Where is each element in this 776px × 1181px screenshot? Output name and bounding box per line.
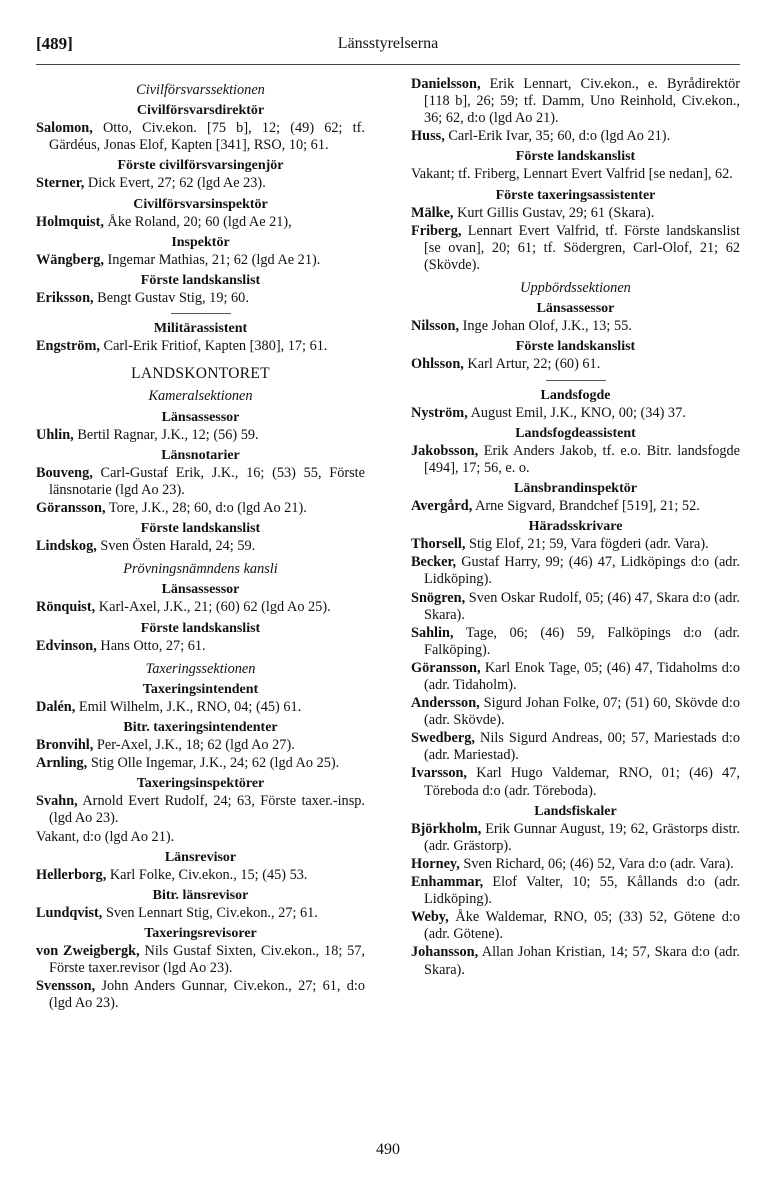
position-title: Civilförsvarsinspektör	[133, 196, 268, 212]
position-title: Förste taxeringsassistenter	[495, 187, 656, 203]
position-title: Häradsskrivare	[528, 519, 623, 535]
entry-surname: Bronvihl,	[36, 737, 94, 754]
directory-entry	[36, 978, 365, 1012]
directory-entry	[36, 943, 365, 977]
entry-surname: Dalén,	[36, 698, 76, 715]
directory-entry	[36, 214, 365, 231]
directory-entry	[36, 252, 365, 269]
position-title: Förste landskanslist	[140, 521, 261, 537]
right-column	[411, 76, 740, 980]
office-heading: LANDSKONTORET	[131, 365, 270, 383]
entry-details: Per-Axel, J.K., 18; 62 (lgd Ao 27).	[93, 737, 295, 754]
directory-entry	[36, 427, 365, 444]
directory-entry	[411, 536, 740, 553]
directory-entry	[411, 695, 740, 729]
directory-entry	[411, 205, 740, 222]
left-column	[36, 76, 365, 1014]
entry-surname: Ohlsson,	[411, 356, 464, 373]
entry-details: Emil Wilhelm, J.K., RNO, 04; (45) 61.	[75, 698, 302, 715]
entry-surname: Björkholm,	[411, 820, 482, 837]
directory-entry	[411, 318, 740, 335]
directory-entry	[36, 338, 365, 355]
directory-entry	[411, 944, 740, 978]
entry-surname: Göransson,	[411, 659, 481, 676]
entry-details: Sven Richard, 06; (46) 52, Vara d:o (adr. Vara).	[459, 855, 734, 872]
entry-surname: Rönquist,	[36, 599, 96, 616]
entry-surname: Nyström,	[411, 404, 468, 421]
entry-surname: Snögren,	[411, 589, 466, 606]
entry-details: Nils Gustaf Sixten, Civ.ekon., 18; 57, Förste taxer.revisor (lgd Ao 23).	[49, 943, 365, 977]
entry-details: Ingemar Mathias, 21; 62 (lgd Ae 21).	[103, 251, 321, 268]
directory-entry	[411, 76, 740, 127]
position-title: Bitr. länsrevisor	[152, 887, 249, 903]
position-title: Länsassessor	[161, 582, 240, 598]
section-heading: Kameralsektionen	[148, 388, 253, 405]
entry-details: Allan Johan Kristian, 14; 57, Skara d:o (adr. Skara).	[424, 944, 740, 978]
entry-details: Nils Sigurd Andreas, 00; 57, Mariestads d:o (adr. Mariestad).	[424, 730, 740, 764]
entry-details: Erik Anders Jakob, tf. e.o. Bitr. landsfogde [494], 17; 56, e. o.	[424, 442, 740, 476]
entry-surname: Andersson,	[411, 695, 480, 712]
entry-surname: Lindskog,	[36, 538, 97, 555]
position-title: Länsrevisor	[164, 849, 237, 865]
entry-surname: Holmquist,	[36, 213, 104, 230]
entry-details: Elof Valter, 10; 55, Kållands d:o (adr. Lidköping).	[424, 874, 740, 908]
entry-details: Stig Elof, 21; 59, Vara fögderi (adr. Vara).	[465, 536, 709, 553]
position-title: Länsassessor	[161, 409, 240, 425]
directory-entry	[36, 638, 365, 655]
entry-details: Vakant; tf. Friberg, Lennart Evert Valfrid [se nedan], 62.	[411, 166, 733, 183]
entry-details: Stig Olle Ingemar, J.K., 24; 62 (lgd Ao 25).	[87, 755, 340, 772]
separator-rule	[546, 380, 606, 381]
directory-entry	[411, 443, 740, 477]
directory-entry	[411, 554, 740, 588]
entry-details: Åke Waldemar, RNO, 05; (33) 52, Götene d:o (adr. Götene).	[424, 909, 740, 943]
entry-surname: Nilsson,	[411, 318, 460, 335]
entry-details: Erik Gunnar August, 19; 62, Grästorps distr. (adr. Grästorp).	[424, 820, 740, 854]
entry-surname: Lundqvist,	[36, 904, 103, 921]
directory-entry	[36, 290, 365, 307]
entry-details: John Anders Gunnar, Civ.ekon., 27; 61, d:o (lgd Ao 23).	[49, 978, 365, 1012]
entry-details: Tage, 06; (46) 59, Falköpings d:o (adr. Falköping).	[424, 624, 740, 658]
directory-entry	[36, 538, 365, 555]
position-title: Länsbrandinspektör	[514, 480, 637, 496]
entry-details: August Emil, J.K., KNO, 00; (34) 37.	[467, 404, 686, 421]
entry-surname: von Zweigbergk,	[36, 943, 140, 960]
entry-details: Åke Roland, 20; 60 (lgd Ae 21),	[103, 213, 292, 230]
entry-surname: Wängberg,	[36, 251, 104, 268]
directory-entry	[411, 625, 740, 659]
position-title: Förste landskanslist	[515, 339, 636, 355]
directory-entry	[36, 793, 365, 827]
entry-details: Hans Otto, 27; 61.	[96, 637, 206, 654]
entry-surname: Johansson,	[411, 944, 479, 961]
entry-surname: Engström,	[36, 338, 100, 355]
entry-details: Bengt Gustav Stig, 19; 60.	[93, 290, 249, 307]
position-title: Taxeringsrevisorer	[144, 926, 257, 942]
page-title: Länsstyrelserna	[337, 35, 439, 52]
position-title: Taxeringsinspektörer	[136, 776, 265, 792]
directory-entry	[411, 223, 740, 274]
entry-surname: Arnling,	[36, 755, 88, 772]
entry-surname: Svensson,	[36, 978, 96, 995]
directory-entry	[36, 599, 365, 616]
page-header	[36, 34, 740, 60]
entry-surname: Sahlin,	[411, 624, 454, 641]
directory-entry	[36, 175, 365, 192]
entry-surname: Uhlin,	[36, 426, 74, 443]
directory-entry	[36, 867, 365, 884]
directory-entry	[411, 856, 740, 873]
directory-entry	[411, 166, 740, 183]
entry-details: Dick Evert, 27; 62 (lgd Ae 23).	[84, 175, 266, 192]
position-title: Förste landskanslist	[140, 620, 261, 636]
directory-entry	[36, 500, 365, 517]
section-heading: Civilförsvarssektionen	[136, 82, 265, 98]
page-bracket-number: [489]	[36, 34, 73, 53]
position-title: Förste landskanslist	[515, 149, 636, 165]
entry-details: Tore, J.K., 28; 60, d:o (lgd Ao 21).	[105, 499, 307, 516]
position-title: Inspektör	[171, 234, 230, 250]
entry-surname: Jakobsson,	[411, 442, 479, 459]
entry-surname: Swedberg,	[411, 730, 475, 747]
entry-details: Karl Enok Tage, 05; (46) 47, Tidaholms d:o (adr. Tidaholm).	[424, 659, 740, 693]
entry-surname: Bouveng,	[36, 464, 93, 481]
position-title: Militärassistent	[153, 321, 248, 337]
entry-details: Carl-Gustaf Erik, J.K., 16; (53) 55, Förste länsnotarie (lgd Ao 23).	[49, 464, 365, 498]
entry-surname: Avergård,	[411, 498, 473, 515]
entry-surname: Mälke,	[411, 204, 454, 221]
position-title: Taxeringsintendent	[142, 681, 259, 697]
entry-details: Inge Johan Olof, J.K., 13; 55.	[459, 318, 632, 335]
entry-details: Lennart Evert Valfrid, tf. Förste landskanslist [se ovan], 20; 61; tf. Södergren, Carl-Olof, 21; 62 (Skövde).	[424, 222, 740, 273]
entry-details: Karl Hugo Valdemar, RNO, 01; (46) 47, Töreboda d:o (adr. Töreboda).	[424, 765, 740, 799]
entry-details: Bertil Ragnar, J.K., 12; (56) 59.	[73, 426, 259, 443]
entry-details: Carl-Erik Fritiof, Kapten [380], 17; 61.	[99, 338, 328, 355]
entry-surname: Enhammar,	[411, 874, 484, 891]
position-title: Länsassessor	[536, 301, 615, 317]
directory-entry	[411, 356, 740, 373]
directory-entry	[36, 755, 365, 772]
entry-surname: Ivarsson,	[411, 765, 468, 782]
entry-details: Arne Sigvard, Brandchef [519], 21; 52.	[472, 498, 700, 515]
entry-surname: Thorsell,	[411, 536, 466, 553]
entry-surname: Eriksson,	[36, 290, 94, 307]
entry-surname: Friberg,	[411, 222, 462, 239]
directory-entry	[411, 128, 740, 145]
position-title: Landsfogdeassistent	[515, 425, 636, 441]
directory-entry	[411, 405, 740, 422]
header-rule	[36, 64, 740, 65]
directory-entry	[36, 905, 365, 922]
directory-entry	[411, 909, 740, 943]
position-title: Landsfiskaler	[534, 803, 617, 819]
directory-entry	[36, 465, 365, 499]
entry-surname: Göransson,	[36, 499, 106, 516]
entry-details: Sigurd Johan Folke, 07; (51) 60, Skövde d:o (adr. Skövde).	[424, 695, 740, 729]
entry-surname: Svahn,	[36, 793, 78, 810]
entry-surname: Danielsson,	[411, 76, 481, 92]
entry-details: Carl-Erik Ivar, 35; 60, d:o (lgd Ao 21).	[444, 128, 671, 145]
section-heading: Taxeringssektionen	[145, 660, 256, 677]
entry-surname: Edvinson,	[36, 637, 97, 654]
directory-entry	[36, 120, 365, 154]
entry-details: Kurt Gillis Gustav, 29; 61 (Skara).	[453, 204, 655, 221]
position-title: Förste civilförsvarsingenjör	[117, 158, 284, 174]
entry-details: Sven Lennart Stig, Civ.ekon., 27; 61.	[102, 904, 318, 921]
directory-entry	[411, 874, 740, 908]
entry-details: Gustaf Harry, 99; (46) 47, Lidköpings d:o (adr. Lidköping).	[424, 554, 740, 588]
directory-entry	[411, 765, 740, 799]
entry-surname: Becker,	[411, 554, 457, 571]
directory-entry	[36, 737, 365, 754]
entry-details: Sven Östen Harald, 24; 59.	[96, 538, 256, 555]
entry-details: Sven Oskar Rudolf, 05; (46) 47, Skara d:o (adr. Skara).	[424, 589, 740, 623]
entry-surname: Weby,	[411, 909, 449, 926]
position-title: Civilförsvarsdirektör	[136, 103, 265, 119]
entry-details: Vakant, d:o (lgd Ao 21).	[36, 828, 175, 845]
position-title: Bitr. taxeringsintendenter	[123, 720, 278, 735]
directory-entry	[411, 730, 740, 764]
directory-entry	[411, 821, 740, 855]
entry-details: Karl-Axel, J.K., 21; (60) 62 (lgd Ao 25).	[95, 599, 331, 616]
directory-entry	[411, 498, 740, 515]
entry-details: Otto, Civ.ekon. [75 b], 12; (49) 62; tf. Gärdéus, Jonas Elof, Kapten [341], RSO, 10; 61.	[49, 120, 365, 154]
directory-entry	[411, 590, 740, 624]
page-footer-number: 490	[376, 1141, 400, 1158]
entry-details: Karl Artur, 22; (60) 61.	[463, 356, 601, 373]
directory-entry	[411, 660, 740, 694]
section-heading: Uppbördssektionen	[520, 280, 631, 297]
entry-details: Arnold Evert Rudolf, 24; 63, Förste taxer.-insp. (lgd Ao 23).	[49, 793, 365, 827]
section-heading: Prövningsnämndens kansli	[123, 561, 278, 578]
entry-surname: Horney,	[411, 855, 460, 872]
position-title: Förste landskanslist	[140, 272, 261, 288]
entry-surname: Salomon,	[36, 120, 93, 137]
position-title: Landsfogde	[540, 387, 611, 403]
directory-entry	[36, 699, 365, 716]
position-title: Länsnotarier	[161, 447, 240, 463]
entry-surname: Hellerborg,	[36, 866, 107, 883]
entry-details: Karl Folke, Civ.ekon., 15; (45) 53.	[106, 866, 308, 883]
entry-details: Erik Lennart, Civ.ekon., e. Byrådirektör [118 b], 26; 59; tf. Damm, Uno Reinhold, Civ.ekon., 36; 62, d:o (lgd Ao 21).	[424, 76, 740, 127]
entry-surname: Huss,	[411, 128, 445, 145]
directory-entry	[36, 829, 365, 846]
entry-surname: Sterner,	[36, 175, 85, 192]
separator-rule	[171, 313, 231, 314]
